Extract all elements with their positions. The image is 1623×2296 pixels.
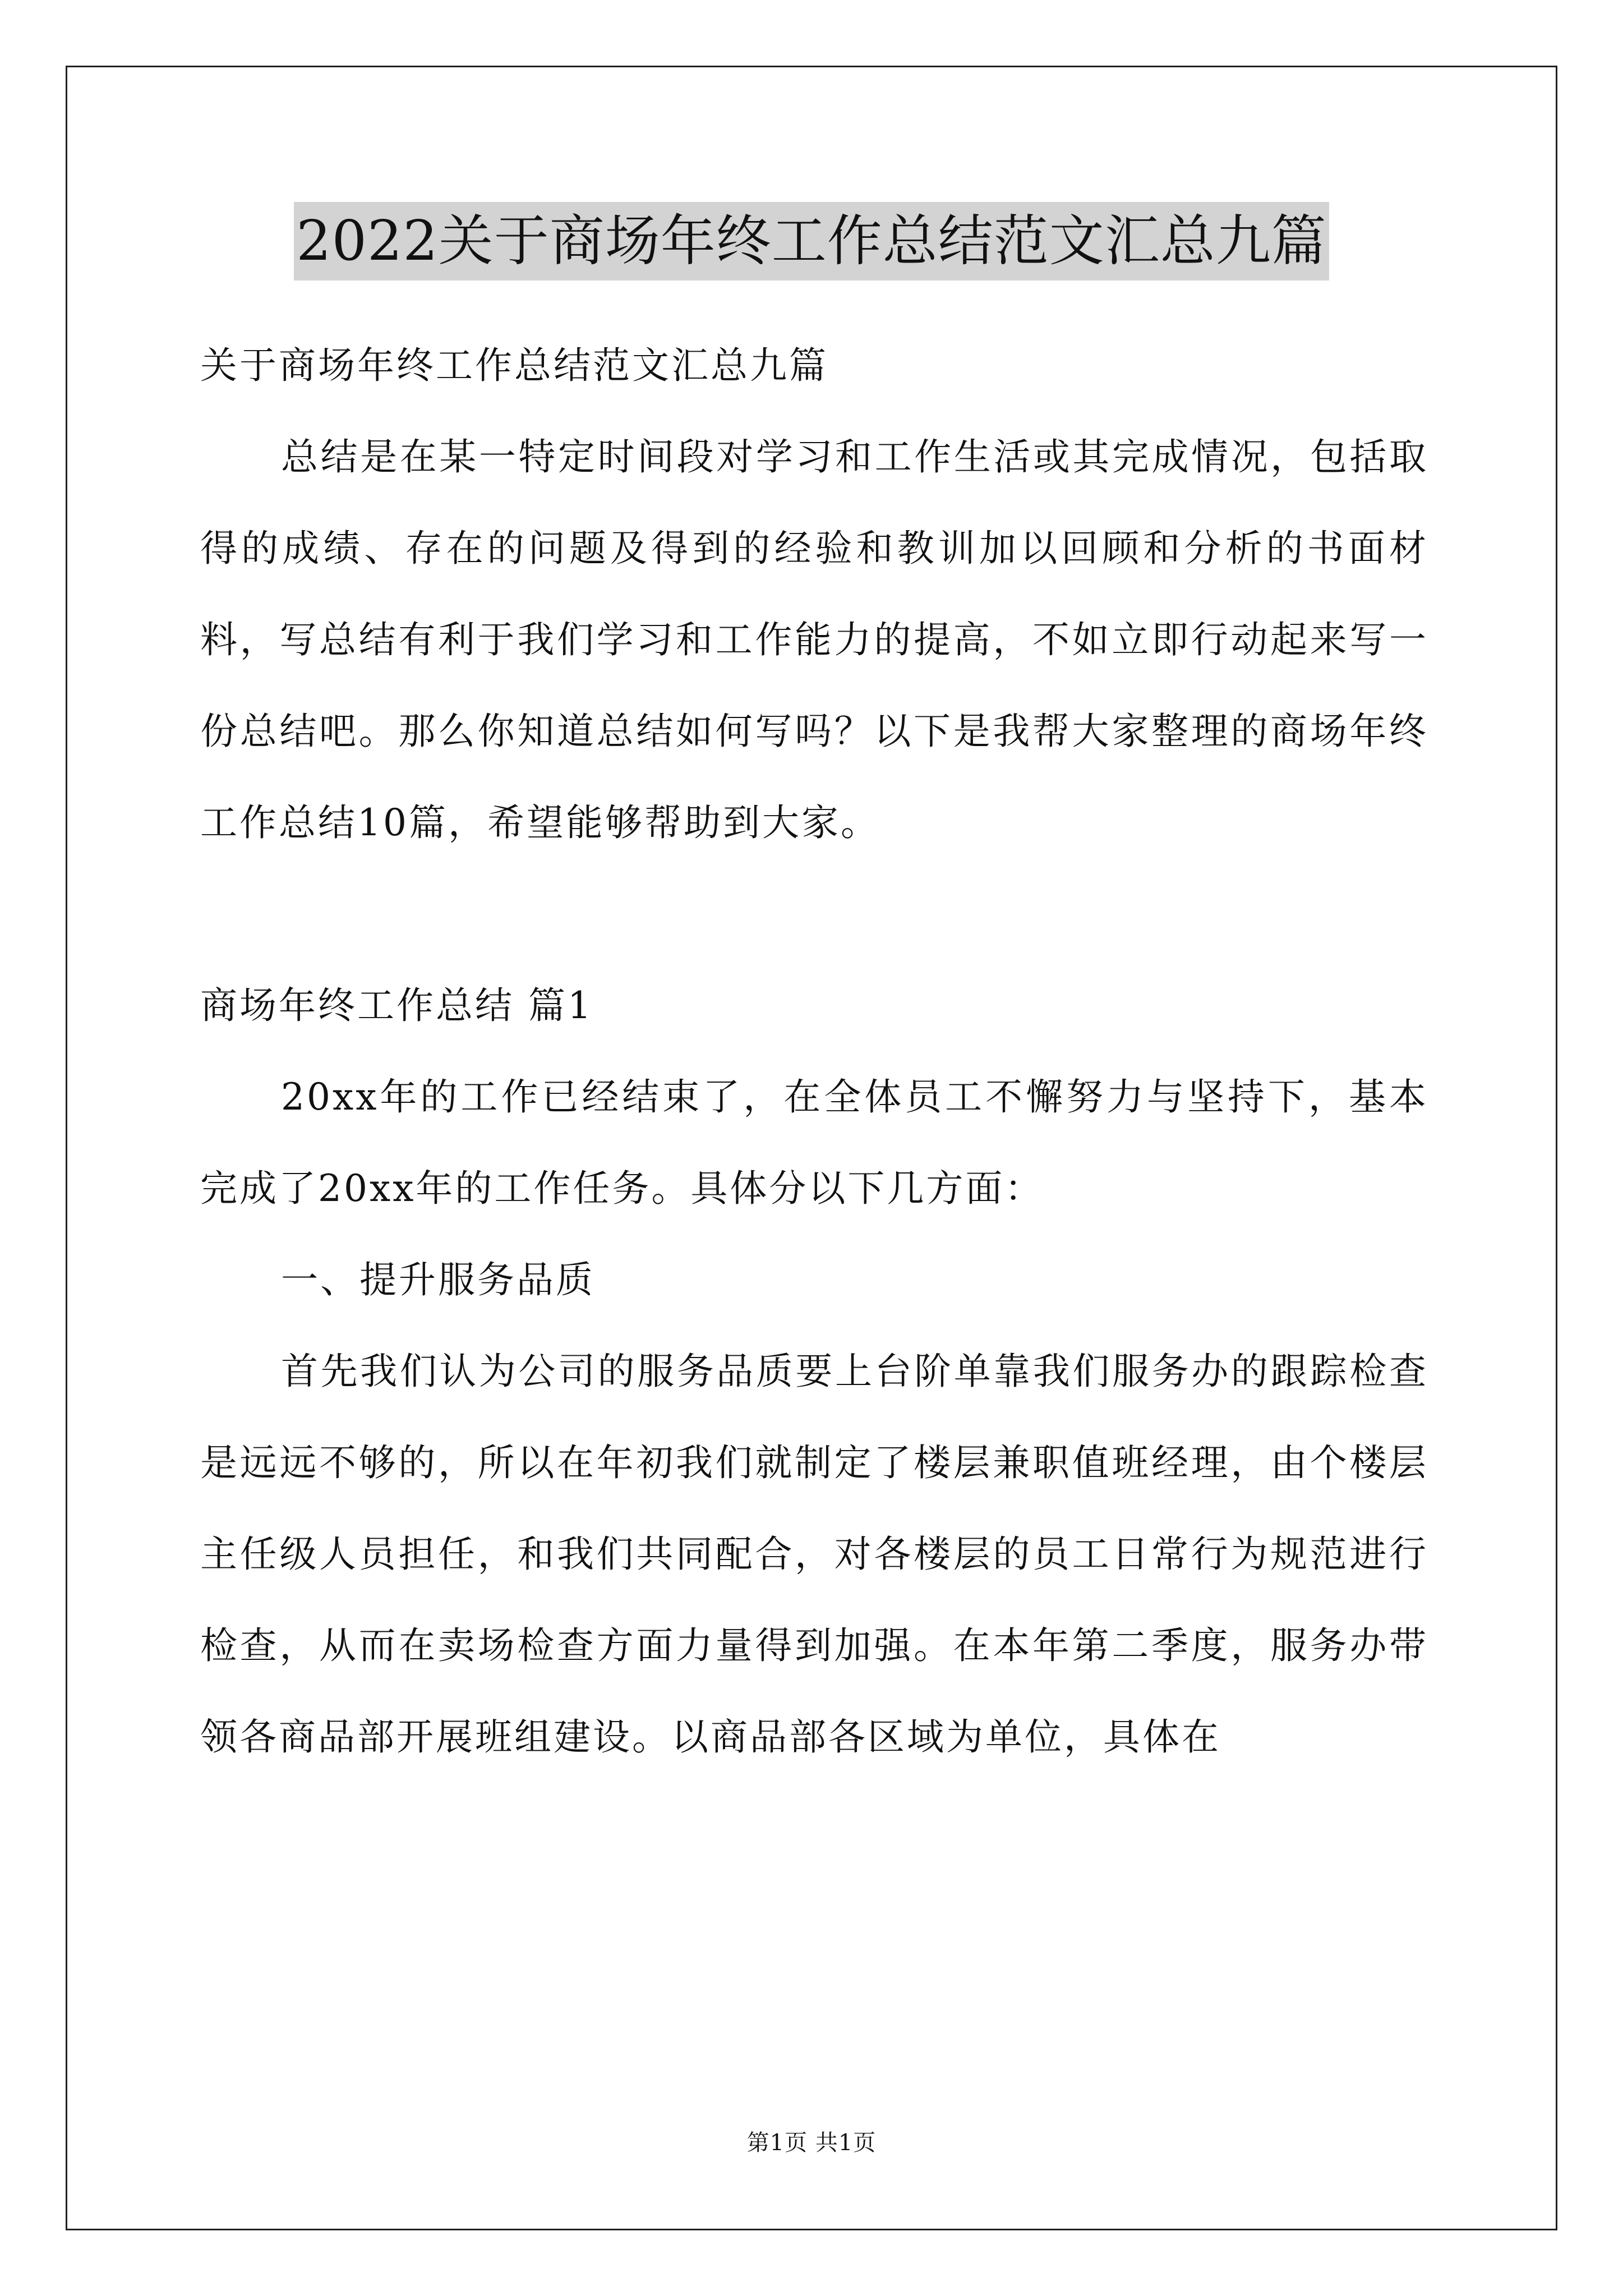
document-title: 2022关于商场年终工作总结范文汇总九篇 xyxy=(294,202,1329,280)
page-footer: 第1页 共1页 xyxy=(746,2130,877,2156)
section-heading: 商场年终工作总结 篇1 xyxy=(200,984,593,1027)
subheading-service-quality: 一、提升服务品质 xyxy=(281,1258,595,1301)
document-subtitle: 关于商场年终工作总结范文汇总九篇 xyxy=(200,344,828,387)
section-paragraph-2: 首先我们认为公司的服务品质要上台阶单靠我们服务办的跟踪检查是远远不够的，所以在年初我们就制定了楼层兼职值班经理，由个楼层主任级人员担任，和我们共同配合，对各楼层的员工日常行为规范进行检查，从而在卖场检查方面力量得到加强。在本年第二季度，服务办带领各商品部开展班组建设。以商品部各区域为单位，具体在 xyxy=(200,1350,1428,1759)
intro-paragraph: 总结是在某一特定时间段对学习和工作生活或其完成情况，包括取得的成绩、存在的问题及得到的经验和教训加以回顾和分析的书面材料，写总结有利于我们学习和工作能力的提高，不如立即行动起来写一份总结吧。那么你知道总结如何写吗？以下是我帮大家整理的商场年终工作总结10篇，希望能够帮助到大家。 xyxy=(200,435,1428,844)
section-paragraph-1: 20xx年的工作已经结束了，在全体员工不懈努力与坚持下，基本完成了20xx年的工作任务。具体分以下几方面： xyxy=(200,1075,1428,1210)
title-container xyxy=(0,202,1623,280)
section-spacer xyxy=(200,868,1428,960)
document-body xyxy=(200,320,1428,1783)
